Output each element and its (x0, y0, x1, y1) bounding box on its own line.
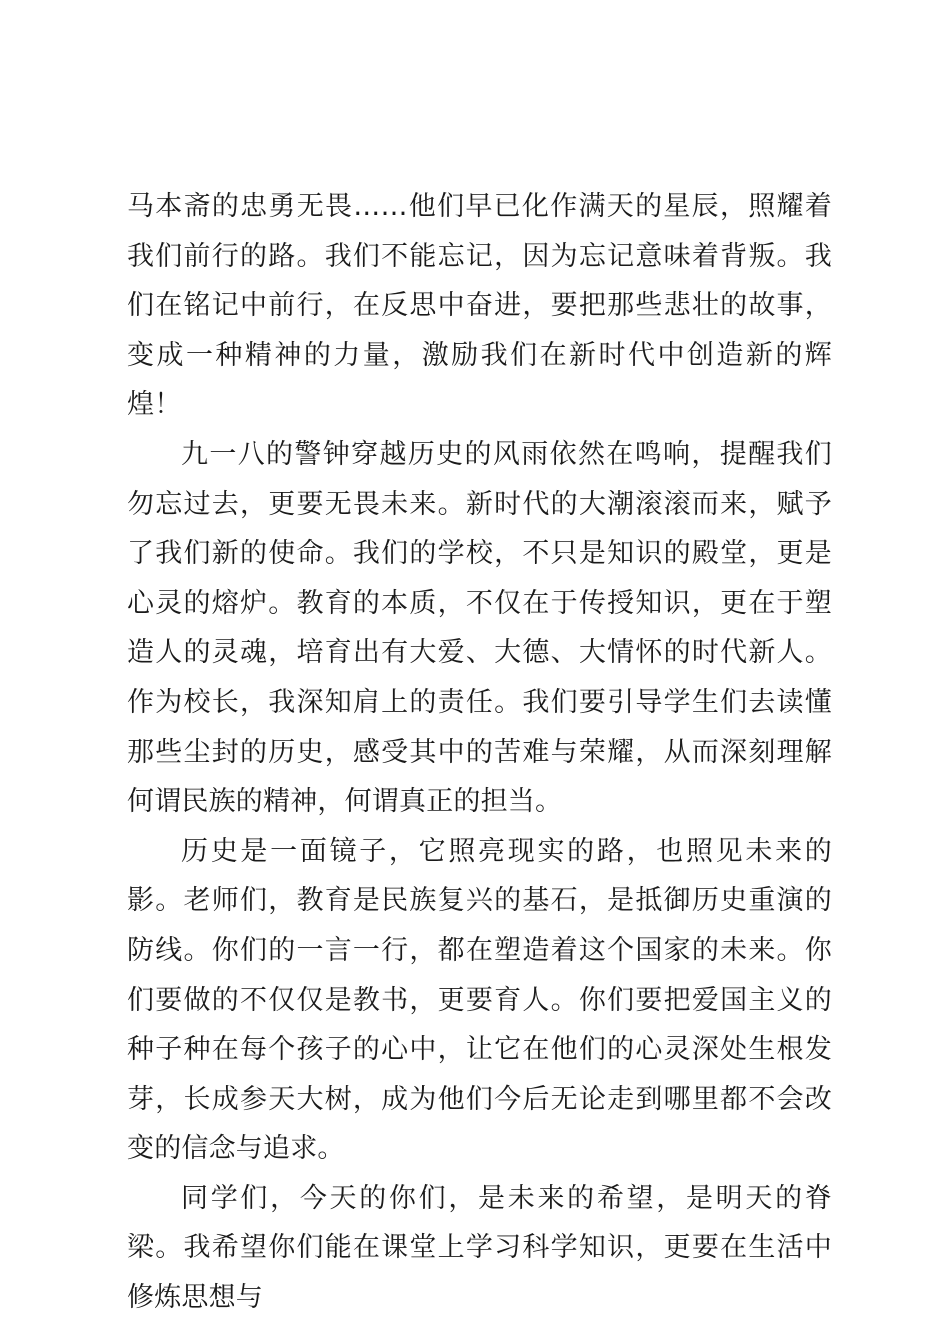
paragraph-4: 同学们，今天的你们，是未来的希望，是明天的脊梁。我希望你们能在课堂上学习科学知识，更要在生活中修炼思想与 (127, 1182, 832, 1314)
paragraph-3: 历史是一面镜子，它照亮现实的路，也照见未来的影。老师们，教育是民族复兴的基石，是抵御历史重演的防线。你们的一言一行，都在塑造着这个国家的未来。你们要做的不仅仅是教书，更要育人。你们要把爱国主义的种子种在每个孩子的心中，让它在他们的心灵深处生根发芽，长成参天大树，成为他们今后无论走到哪里都不会改变的信念与追求。 (127, 835, 832, 1165)
body-text (127, 182, 832, 1323)
paragraph-2: 九一八的警钟穿越历史的风雨依然在鸣响，提醒我们勿忘过去，更要无畏未来。新时代的大潮滚滚而来，赋予了我们新的使命。我们的学校，不只是知识的殿堂，更是心灵的熔炉。教育的本质，不仅在于传授知识，更在于塑造人的灵魂，培育出有大爱、大德、大情怀的时代新人。作为校长，我深知肩上的责任。我们要引导学生们去读懂那些尘封的历史，感受其中的苦难与荣耀，从而深刻理解何谓民族的精神，何谓真正的担当。 (127, 438, 832, 818)
paragraph-1: 马本斋的忠勇无畏……他们早已化作满天的星辰，照耀着我们前行的路。我们不能忘记，因为忘记意味着背叛。我们在铭记中前行，在反思中奋进，要把那些悲壮的故事，变成一种精神的力量，激励我们在新时代中创造新的辉煌！ (127, 191, 832, 421)
